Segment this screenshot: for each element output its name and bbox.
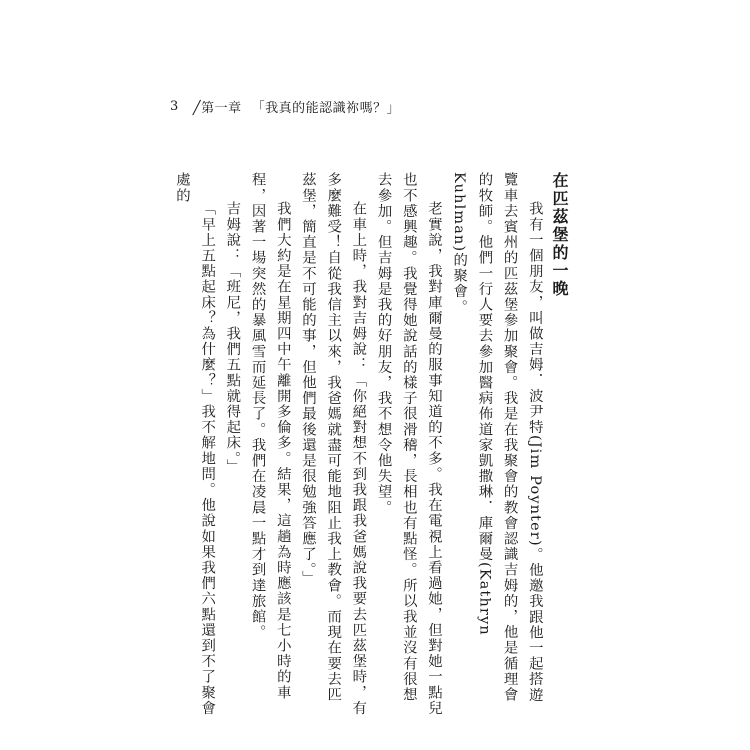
- vertical-text-block: [169, 172, 572, 717]
- paragraph: 我們大約是在星期四中午離開多倫多。結果，這趟為時應該是七小時的車程，因著一場突然的暴風雪而延長了。我們在凌晨一點才到達旅館。: [249, 172, 291, 700]
- paragraph: 老實說，我對庫爾曼的服事知道的不多。我在電視上看過她，但對她一點兒也不感興趣。我覺得她說話的樣子很滑稽，長相也有點怪。所以我並沒有很想去參加。但吉姆是我的好朋友，我不想令他失望。: [375, 172, 442, 716]
- paragraph: 我有一個朋友，叫做吉姆．波尹特(Jim Poynter)。他邀我跟他一起搭遊覽車去賓州的匹茲堡參加聚會。我是在我聚會的教會認識吉姆的，他是循理會的牧師。他們一行人要去參加醫病佈道家凱撒琳．庫爾曼(Kathryn Kuhlman)的聚會。: [451, 172, 543, 703]
- running-head: [170, 96, 400, 116]
- chapter-label: ╱第一章: [192, 100, 242, 116]
- chapter-title: 「我真的能認識祢嗎？」: [251, 100, 401, 116]
- section-title: 在匹茲堡的一晚: [550, 172, 569, 298]
- paragraph: 吉姆說：「班尼，我們五點就得起床。」: [224, 200, 241, 475]
- paragraph: 在車上時，我對吉姆說：「你絕對想不到我跟我爸媽說我要去匹茲堡時，有多麼難受！自從我信主以來，我爸媽就盡可能地阻止我上教會。而現在要去匹茲堡，簡直是不可能的事，但他們最後還是很勉強答應了。」: [299, 172, 367, 716]
- paragraph: 「早上五點起床？為什麼？」我不解地問。他說如果我們六點還到不了聚會處的: [173, 172, 216, 716]
- page-number: 3: [170, 98, 179, 114]
